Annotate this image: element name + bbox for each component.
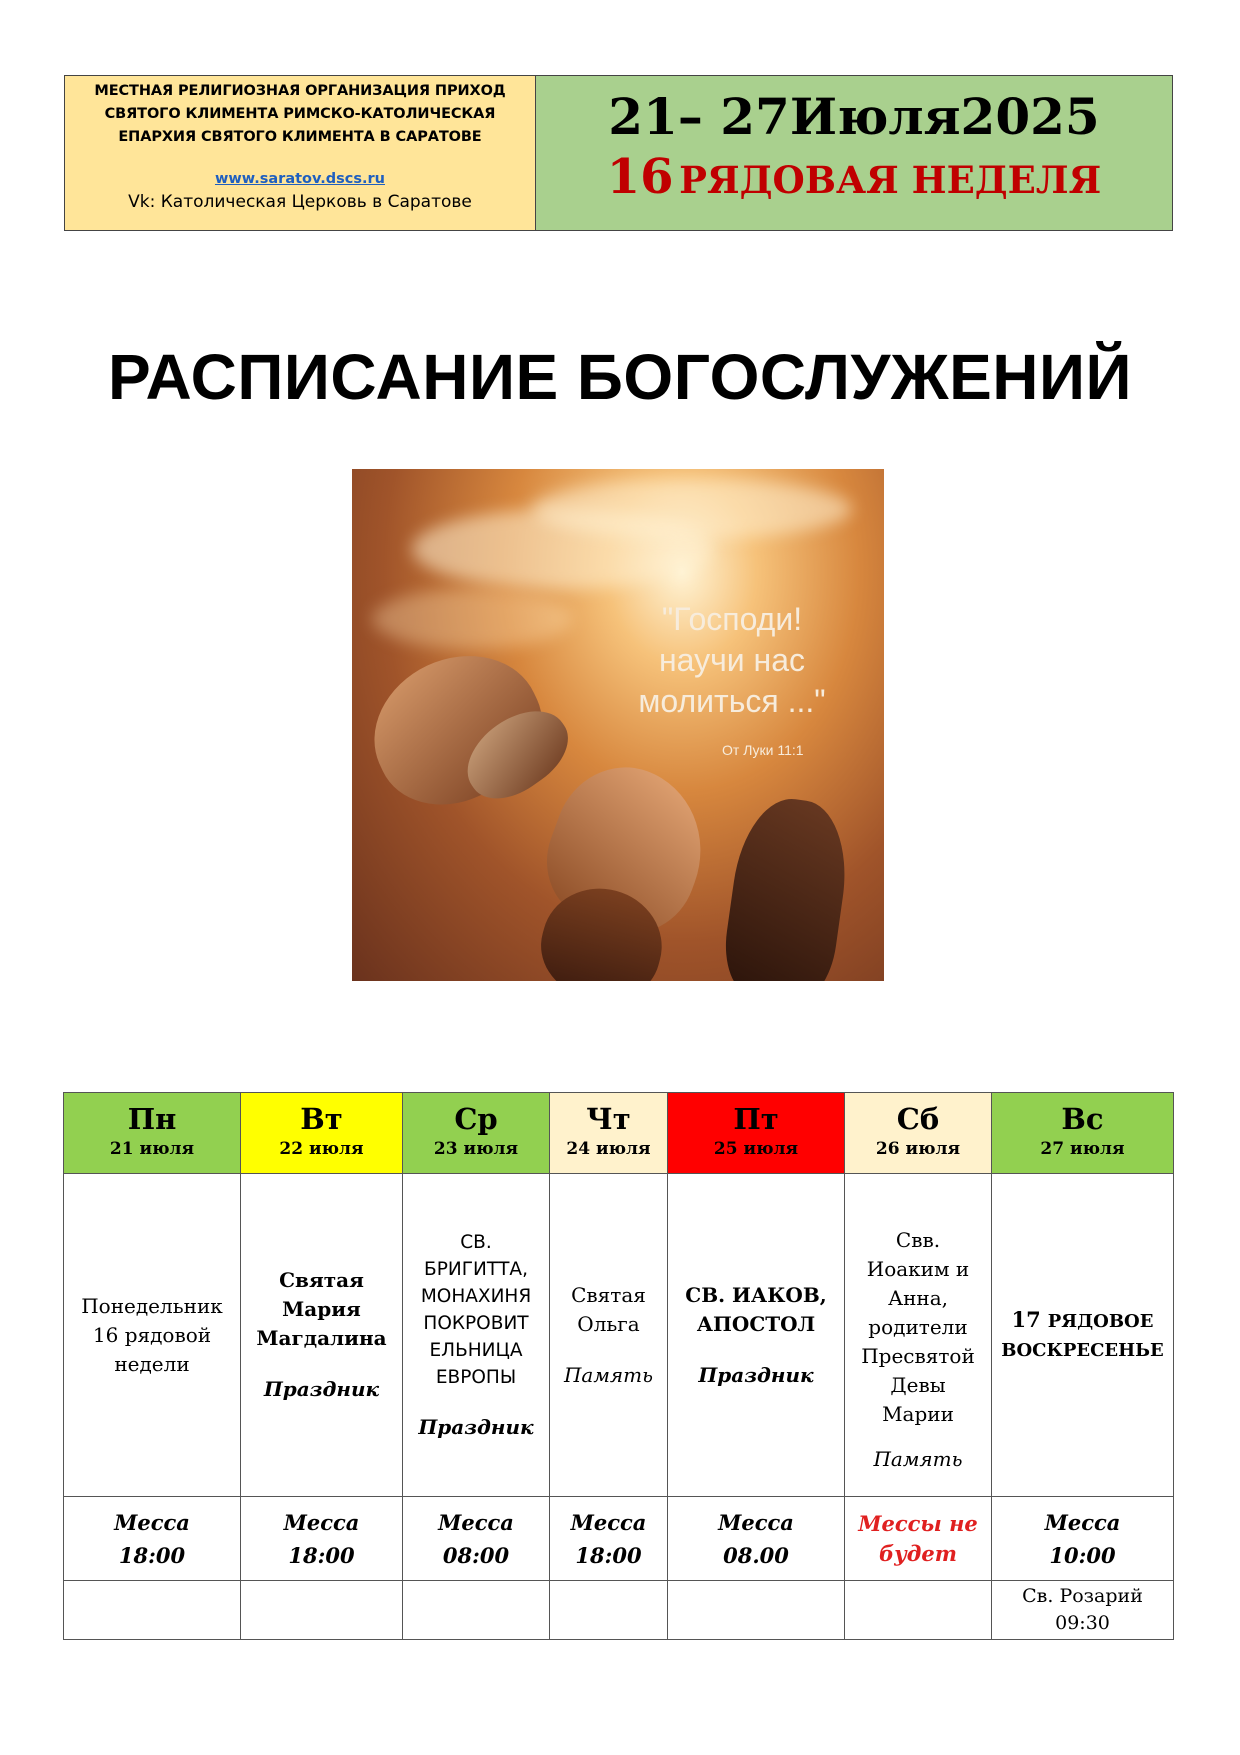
feasts-row <box>64 1174 1174 1497</box>
right-hands-shape <box>719 792 856 981</box>
org-name-line-2: СВЯТОГО КЛИМЕНТА РИМСКО-КАТОЛИЧЕСКАЯ <box>104 106 496 122</box>
org-name-line-1: МЕСТНАЯ РЕЛИГИОЗНАЯ ОРГАНИЗАЦИЯ ПРИХОД <box>94 83 506 99</box>
day-header-sun: Вс 27 июля <box>992 1093 1174 1174</box>
mass-mon: Месса 18:00 <box>64 1497 241 1581</box>
header-box <box>64 75 1173 231</box>
feast-thu: Святая Ольга Память <box>550 1174 668 1497</box>
week-label: РЯДОВАЯ НЕДЕЛЯ <box>679 158 1102 202</box>
mass-fri: Месса 08.00 <box>668 1497 845 1581</box>
masses-row <box>64 1497 1174 1581</box>
quote-text: "Господи! научи нас молиться ..." <box>638 601 826 719</box>
mass-sun: Месса 10:00 <box>992 1497 1174 1581</box>
page-title: РАСПИСАНИЕ БОГОСЛУЖЕНИЙ <box>107 341 1133 413</box>
mass-wed: Месса 08:00 <box>403 1497 550 1581</box>
schedule-table <box>63 1092 1174 1640</box>
mass-tue: Месса 18:00 <box>241 1497 403 1581</box>
feast-rank: Праздник <box>418 1414 534 1439</box>
feast-sat: Свв. Иоаким и Анна, родители Пресвятой Девы Марии Память <box>845 1174 992 1497</box>
date-range: 21– 27Июля2025 <box>608 87 1100 146</box>
extra-sat <box>845 1581 992 1640</box>
extra-fri <box>668 1581 845 1640</box>
day-header-wed: Ср 23 июля <box>403 1093 550 1174</box>
feast-rank: Память <box>563 1362 654 1387</box>
website-link[interactable]: www.saratov.dscs.ru <box>214 171 385 187</box>
mass-thu: Месса 18:00 <box>550 1497 668 1581</box>
day-header-fri: Пт 25 июля <box>668 1093 845 1174</box>
extra-mon <box>64 1581 241 1640</box>
day-header-thu: Чт 24 июля <box>550 1093 668 1174</box>
feast-wed: СВ. БРИГИТТА, МОНАХИНЯ ПОКРОВИТ ЕЛЬНИЦА ЕВРОПЫ Праздник <box>403 1174 550 1497</box>
extra-row <box>64 1581 1174 1640</box>
rosary-sun: Св. Розарий 09:30 <box>992 1581 1174 1640</box>
week-number: 16 <box>606 149 674 205</box>
extra-wed <box>403 1581 550 1640</box>
vk-info: Vk: Католическая Церковь в Саратове <box>128 192 472 212</box>
feast-sun: 17 РЯДОВОЕ ВОСКРЕСЕНЬЕ <box>992 1174 1174 1497</box>
feast-fri: СВ. ИАКОВ, АПОСТОЛ Праздник <box>668 1174 845 1497</box>
feast-mon: Понедельник 16 рядовой недели <box>64 1174 241 1497</box>
week-title <box>536 149 1172 213</box>
day-header-tue: Вт 22 июля <box>241 1093 403 1174</box>
feast-rank: Праздник <box>263 1377 380 1401</box>
feast-rank: Память <box>873 1447 963 1471</box>
extra-thu <box>550 1581 668 1640</box>
organization-info <box>65 76 536 230</box>
day-header-mon: Пн 21 июля <box>64 1093 241 1174</box>
week-info <box>536 76 1172 230</box>
mass-sat: Мессы не будет <box>845 1497 992 1581</box>
prayer-hands-image <box>352 469 884 981</box>
quote-reference: От Луки 11:1 <box>722 742 804 758</box>
feast-rank: Праздник <box>698 1362 814 1387</box>
day-header-sat: Сб 26 июля <box>845 1093 992 1174</box>
days-header-row <box>64 1093 1174 1174</box>
feast-tue: Святая Мария Магдалина Праздник <box>241 1174 403 1497</box>
extra-tue <box>241 1581 403 1640</box>
org-name-line-3: ЕПАРХИЯ СВЯТОГО КЛИМЕНТА В САРАТОВЕ <box>118 129 482 145</box>
